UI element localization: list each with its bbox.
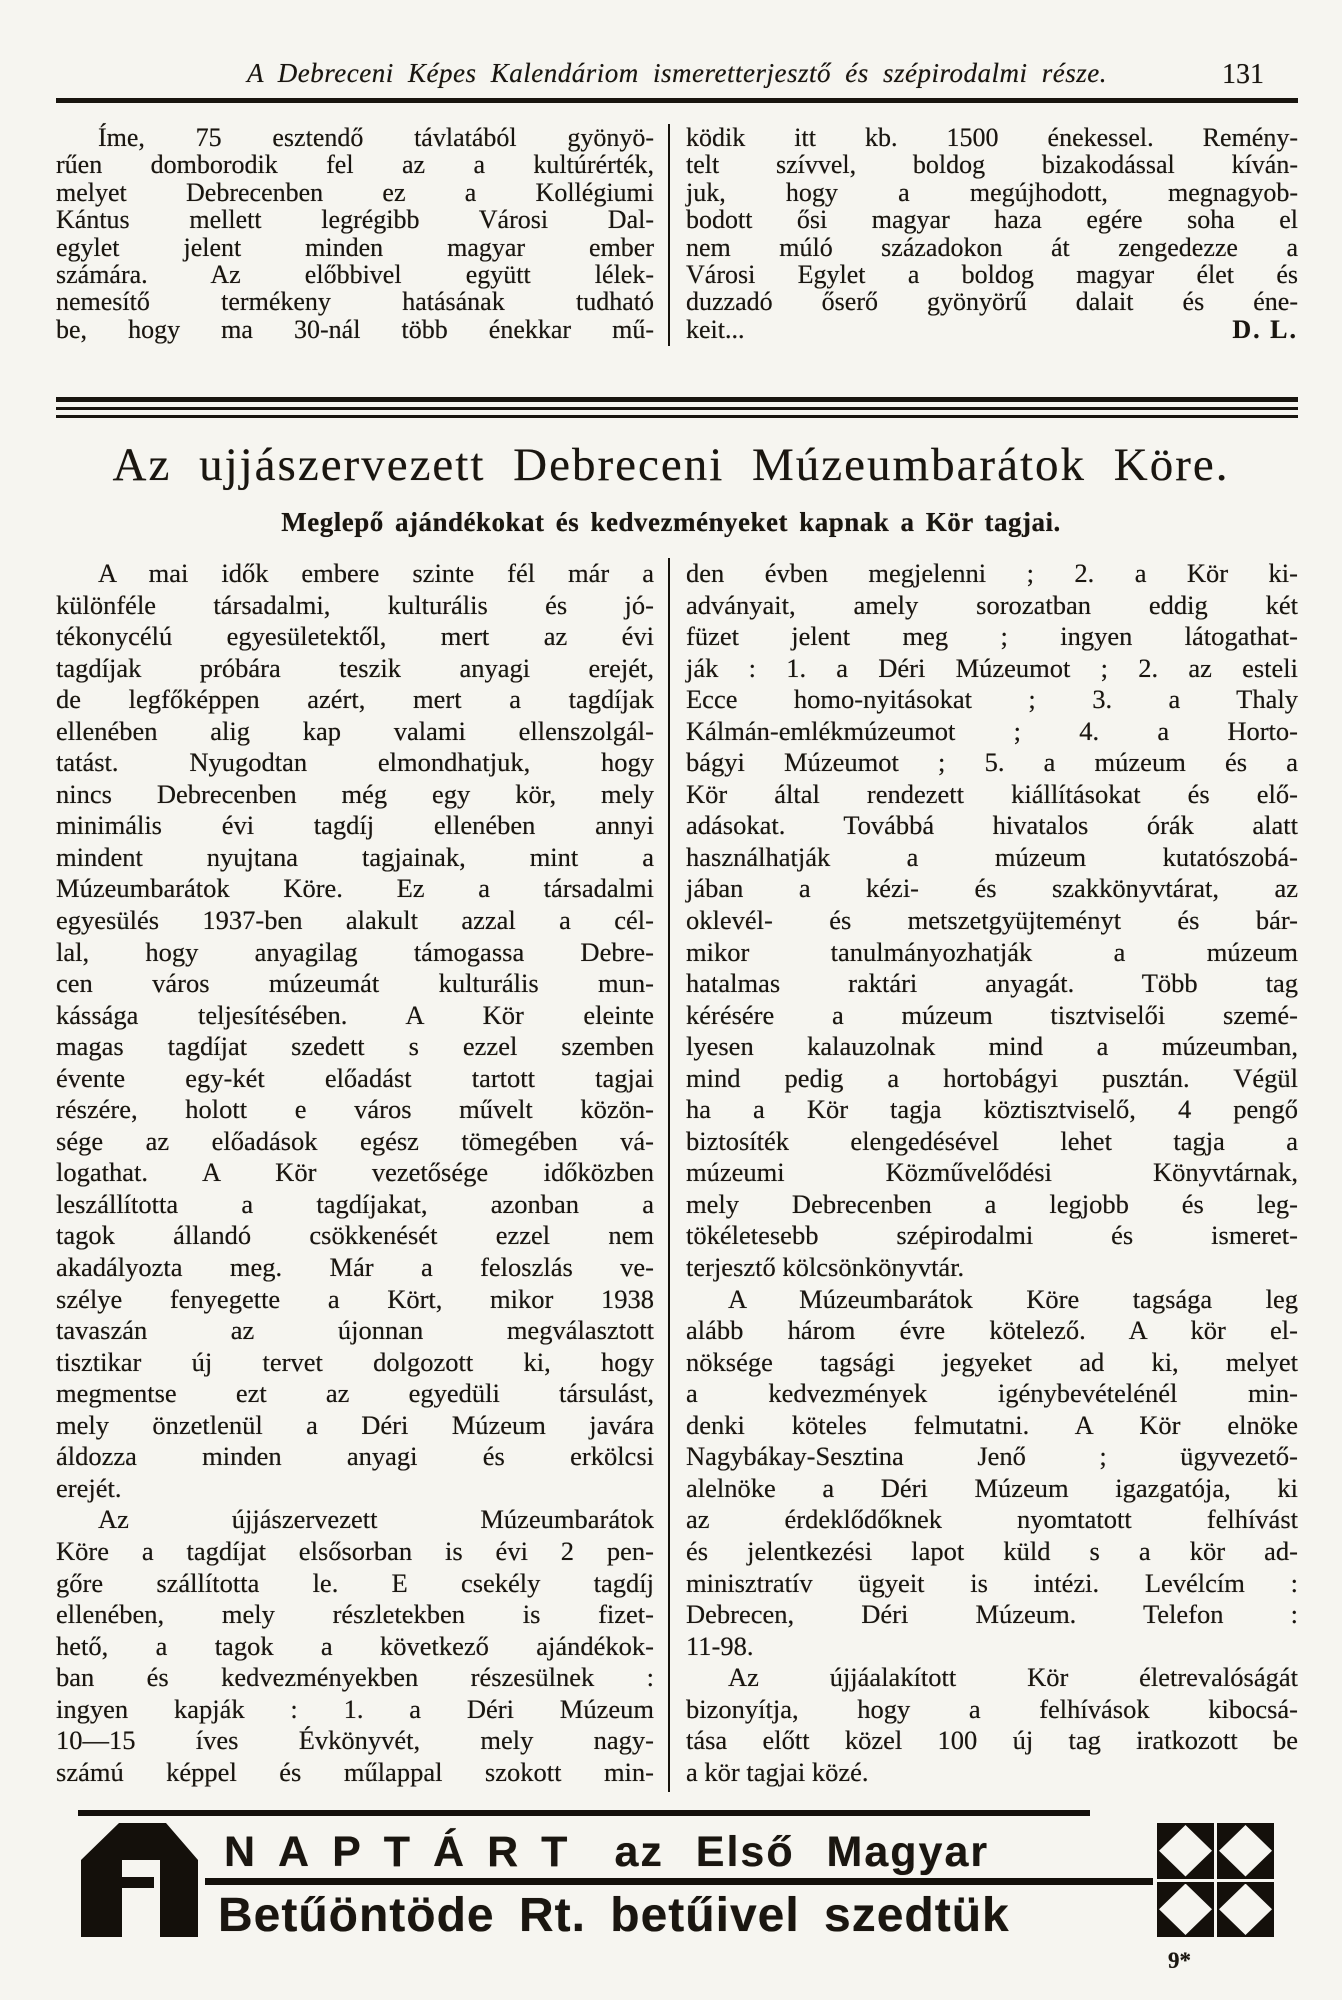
text-line: Kálmán-emlékmúzeumot ; 4. a Horto- <box>686 715 1298 746</box>
text-line: duzzadó őserő gyönyörű dalait és éne- <box>686 287 1298 317</box>
text-line: sége az előadások egész tömegében vá- <box>56 1125 654 1156</box>
text-line: múzeumi Közművelődési Könyvtárnak, <box>686 1157 1298 1188</box>
text-line: Az újjáalakított Kör életrevalóságát <box>728 1662 1298 1693</box>
ad-headline-rest: az Első Magyar <box>614 1828 990 1876</box>
ad-middle-rule <box>205 1878 1153 1885</box>
text-line: nemesítő termékeny hatásának tudható <box>56 287 654 317</box>
text-line: hatalmas raktári anyagát. Több tag <box>686 968 1298 999</box>
text-line: terjesztő kölcsönkönyvtár. <box>686 1252 965 1283</box>
column-divider <box>668 558 670 1792</box>
text-line: az érdeklődőknek nyomtatott felhívást <box>686 1504 1298 1535</box>
text-line: jában a kézi- és szakkönyvtárat, az <box>686 873 1298 904</box>
text-line: ják : 1. a Déri Múzeumot ; 2. az esteli <box>686 652 1298 683</box>
text-line: lal, hogy anyagilag támogassa Debre- <box>56 936 654 967</box>
article-subtitle: Meglepő ajándékokat és kedvezményeket kapnak a Kör tagjai. <box>281 507 1061 537</box>
text-line: Kántus mellett legrégibb Városi Dal- <box>56 205 654 235</box>
text-line: tékonycélú egyesületektől, mert az évi <box>56 621 654 652</box>
text-line: biztosíték elengedésével lehet tagja a <box>686 1125 1298 1156</box>
diamond-ornament <box>1157 1823 1274 1937</box>
main-article <box>56 558 1298 1792</box>
text-line: gőre szállította le. E csekély tagdíj <box>56 1567 654 1598</box>
text-line: számú képpel és műlappal szokott min- <box>56 1756 654 1787</box>
text-line: ha a Kör tagja köztisztviselő, 4 pengő <box>686 1094 1298 1125</box>
text-line: egyesülés 1937-ben alakult azzal a cél- <box>56 905 654 936</box>
text-line: magas tagdíjat szedett s ezzel szemben <box>56 1031 654 1062</box>
text-line: oklevél- és metszetgyüjteményt és bár- <box>686 905 1298 936</box>
text-line: A Múzeumbarátok Köre tagsága leg <box>728 1283 1298 1314</box>
text-line: A mai idők embere szinte fél már a <box>98 558 654 588</box>
text-line: Ecce homo-nyitásokat ; 3. a Thaly <box>686 684 1298 715</box>
text-line: ban és kedvezményekben részesülnek : <box>56 1662 654 1693</box>
ad-headline <box>224 1828 989 1877</box>
text-line: Íme, 75 esztendő távlatából gyönyö- <box>98 123 654 152</box>
text-line: cen város múzeumát kulturális mun- <box>56 968 654 999</box>
text-line: adványait, amely sorozatban eddig két <box>686 589 1298 620</box>
text-line: mely önzetlenül a Déri Múzeum javára <box>56 1409 654 1440</box>
text-line: különféle társadalmi, kulturális és jó- <box>56 589 654 620</box>
text-line: ellenében alig kap valami ellenszolgál- <box>56 715 654 746</box>
text-line: den évben megjelenni ; 2. a Kör ki- <box>686 558 1298 588</box>
text-line: Debrecen, Déri Múzeum. Telefon : <box>686 1599 1298 1630</box>
text-line: minimális évi tagdíj ellenében annyi <box>56 810 654 841</box>
text-line: részére, holott e város művelt közön- <box>56 1094 654 1125</box>
text-line: tavaszán az újonnan megválasztott <box>56 1315 654 1346</box>
section-divider-rule <box>56 397 1298 423</box>
intro-left-column <box>56 124 654 346</box>
text-line: be, hogy ma 30-nál több énekkar mű- <box>56 314 654 344</box>
article-left-column <box>56 558 654 1792</box>
text-line: bodott ősi magyar haza egére soha el <box>686 205 1298 235</box>
text-line: Városi Egylet a boldog magyar élet és <box>686 260 1298 290</box>
text-line: szélye fenyegette a Kört, mikor 1938 <box>56 1283 654 1314</box>
header-rule <box>56 98 1298 103</box>
text-line: erejét. <box>56 1472 122 1503</box>
text-line: 11-98. <box>686 1630 754 1661</box>
running-head-title: A Debreceni Képes Kalendáriom ismeretterjesztő és szépirodalmi része. <box>247 58 1107 88</box>
text-line: mind pedig a hortobágyi pusztán. Végül <box>686 1062 1298 1093</box>
text-line: rűen domborodik fel az a kultúrérték, <box>56 150 654 180</box>
text-line: Az újjászervezett Múzeumbarátok <box>98 1504 654 1535</box>
text-line: áldozza minden anyagi és erkölcsi <box>56 1441 654 1472</box>
text-line: Múzeumbarátok Köre. Ez a társadalmi <box>56 873 654 904</box>
text-line: 10—15 íves Évkönyvét, mely nagy- <box>56 1725 654 1756</box>
intro-right-lines <box>686 124 1298 316</box>
text-line: denki köteles felmutatni. A Kör elnöke <box>686 1409 1298 1440</box>
text-line: megmentse ezt az egyedüli társulást, <box>56 1378 654 1409</box>
ad-headline-naptart: NAPTÁRT <box>224 1828 591 1876</box>
text-line: telt szívvel, boldog bizakodással kíván- <box>686 150 1298 180</box>
text-line: juk, hogy a megújhodott, megnagyob- <box>686 177 1298 207</box>
text-line: ingyen kapják : 1. a Déri Múzeum <box>56 1693 654 1724</box>
text-line: ellenében, mely részletekben is fizet- <box>56 1599 654 1630</box>
text-line: tagok állandó csökkenését ezzel nem <box>56 1220 654 1251</box>
text-line: mindent nyujtana tagjainak, mint a <box>56 841 654 872</box>
text-line: hető, a tagok a következő ajándékok- <box>56 1630 654 1661</box>
article-right-column <box>686 558 1298 1792</box>
ad-subline: Betűöntöde Rt. betűivel szedtük <box>218 1889 1010 1942</box>
text-line: akadályozta meg. Már a feloszlás ve- <box>56 1252 654 1283</box>
type-foundry-logo-icon <box>81 1823 198 1937</box>
text-line: tatást. Nyugodtan elmondhatjuk, hogy <box>56 747 654 778</box>
text-line: nincs Debrecenben még egy kör, mely <box>56 778 654 809</box>
text-line: de legfőképpen azért, mert a tagdíjak <box>56 684 654 715</box>
intro-right-column <box>686 124 1298 346</box>
text-line: minisztratív ügyeit is intézi. Levélcím : <box>686 1567 1298 1598</box>
text-line: használhatják a múzeum kutatószobá- <box>686 841 1298 872</box>
signature-line <box>686 316 1298 343</box>
text-line: adásokat. Továbbá hivatalos órák alatt <box>686 810 1298 841</box>
text-line: kássága teljesítésében. A Kör eleinte <box>56 999 654 1030</box>
text-line: tása előtt közel 100 új tag iratkozott be <box>686 1725 1298 1756</box>
text-line: a kedvezmények igénybevételénél min- <box>686 1378 1298 1409</box>
text-line: alább három évre kötelező. A kör el- <box>686 1315 1298 1346</box>
text-line: mikor tanulmányozhatják a múzeum <box>686 936 1298 967</box>
text-line: Köre a tagdíjat elsősorban is évi 2 pen- <box>56 1535 654 1566</box>
text-line: Nagybákay-Sesztina Jenő ; ügyvezető- <box>686 1441 1298 1472</box>
text-line: a kör tagjai közé. <box>686 1756 869 1787</box>
text-line: alelnöke a Déri Múzeum igazgatója, ki <box>686 1472 1298 1503</box>
printer-signature-mark: 9* <box>1168 1948 1191 1973</box>
text-line: leszállította a tagdíjakat, azonban a <box>56 1188 654 1219</box>
text-line: egylet jelent minden magyar ember <box>56 232 654 262</box>
article-title: Az ujjászervezett Debreceni Múzeumbarátok Köre. <box>112 439 1230 491</box>
author-initials: D. L. <box>1232 314 1298 344</box>
text-line: tisztikar új tervet dolgozott ki, hogy <box>56 1346 654 1377</box>
text-line: nem múló századokon át zengedezze a <box>686 232 1298 262</box>
text-line: tagdíjak próbára teszik anyagi erejét, <box>56 652 654 683</box>
column-divider <box>668 124 670 346</box>
signature-lead: keit... <box>686 314 745 344</box>
text-line: kérésére a múzeum tisztviselői szemé- <box>686 999 1298 1030</box>
intro-article <box>56 124 1298 346</box>
text-line: Kör által rendezett kiállításokat és elő- <box>686 778 1298 809</box>
text-line: mely Debrecenben a legjobb és leg- <box>686 1188 1298 1219</box>
text-line: lyesen kalauzolnak mind a múzeumban, <box>686 1031 1298 1062</box>
text-line: ködik itt kb. 1500 énekessel. Remény- <box>686 123 1298 152</box>
text-line: füzet jelent meg ; ingyen látogathat- <box>686 621 1298 652</box>
text-line: számára. Az előbbivel együtt lélek- <box>56 260 654 290</box>
text-line: logathat. A Kör vezetősége időközben <box>56 1157 654 1188</box>
page-number: 131 <box>1222 59 1264 90</box>
ad-top-rule <box>78 1810 1090 1816</box>
text-line: tökéletesebb szépirodalmi és ismeret- <box>686 1220 1298 1251</box>
text-line: nöksége tagsági jegyeket ad ki, melyet <box>686 1346 1298 1377</box>
text-line: és jelentkezési lapot küld s a kör ad- <box>686 1535 1298 1566</box>
text-line: bágyi Múzeumot ; 5. a múzeum és a <box>686 747 1298 778</box>
text-line: melyet Debrecenben ez a Kollégiumi <box>56 177 654 207</box>
text-line: bizonyítja, hogy a felhívások kibocsá- <box>686 1693 1298 1724</box>
text-line: évente egy-két előadást tartott tagjai <box>56 1062 654 1093</box>
running-head <box>56 58 1298 98</box>
